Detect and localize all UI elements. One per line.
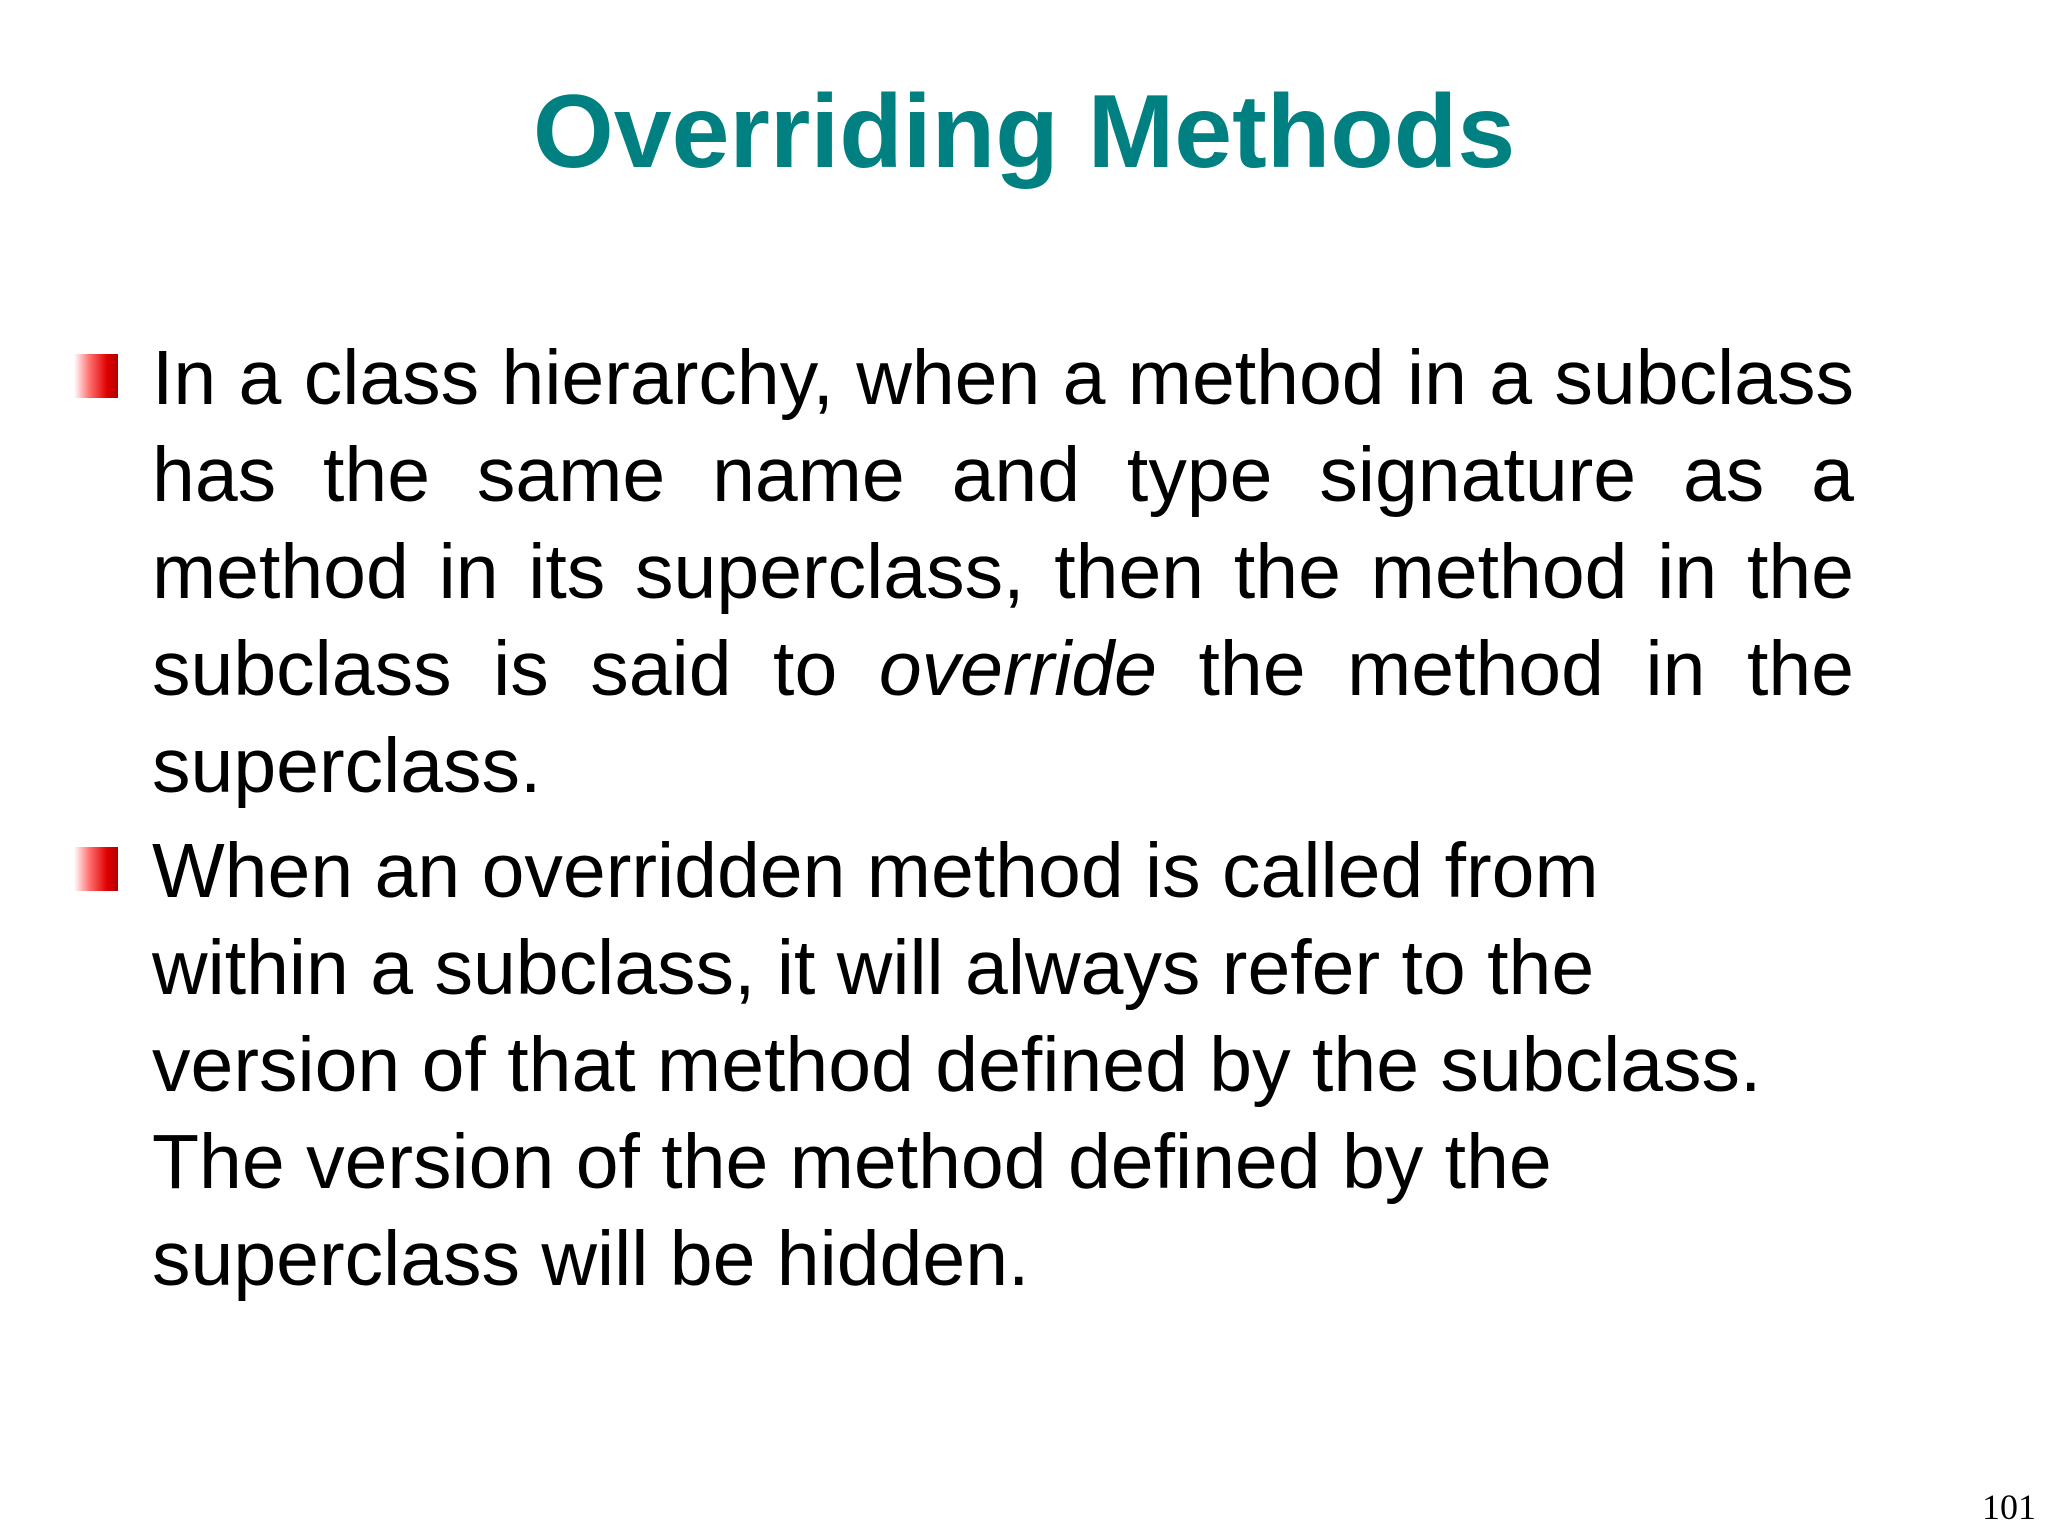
bullet-item-override-behavior [74,823,1854,1308]
bullet-line: version of that method defined by the subclass. [152,1022,1762,1108]
red-square-bullet-icon [74,354,118,398]
red-square-bullet-icon [74,847,118,891]
page-number: 101 [1982,1487,2036,1527]
bullet-line: superclass will be hidden. [152,1216,1030,1302]
slide-title: Overriding Methods [532,74,1516,190]
bullet-line: within a subclass, it will always refer to the [152,925,1595,1011]
bullet-line: When an overridden method is called from [152,828,1599,914]
bullet-text-part: the method in the superclass. [152,626,1854,809]
bullet-text-part: In a class hierarchy, when a method in a subclass has the same name and type signature as a method in its superclass, then the method in the subclass is said to [152,335,1854,712]
bullet-list [74,330,1854,1308]
bullet-text-emphasis: override [878,626,1157,712]
bullet-item-override-definition [74,330,1854,815]
bullet-line: The version of the method defined by the [152,1119,1552,1205]
